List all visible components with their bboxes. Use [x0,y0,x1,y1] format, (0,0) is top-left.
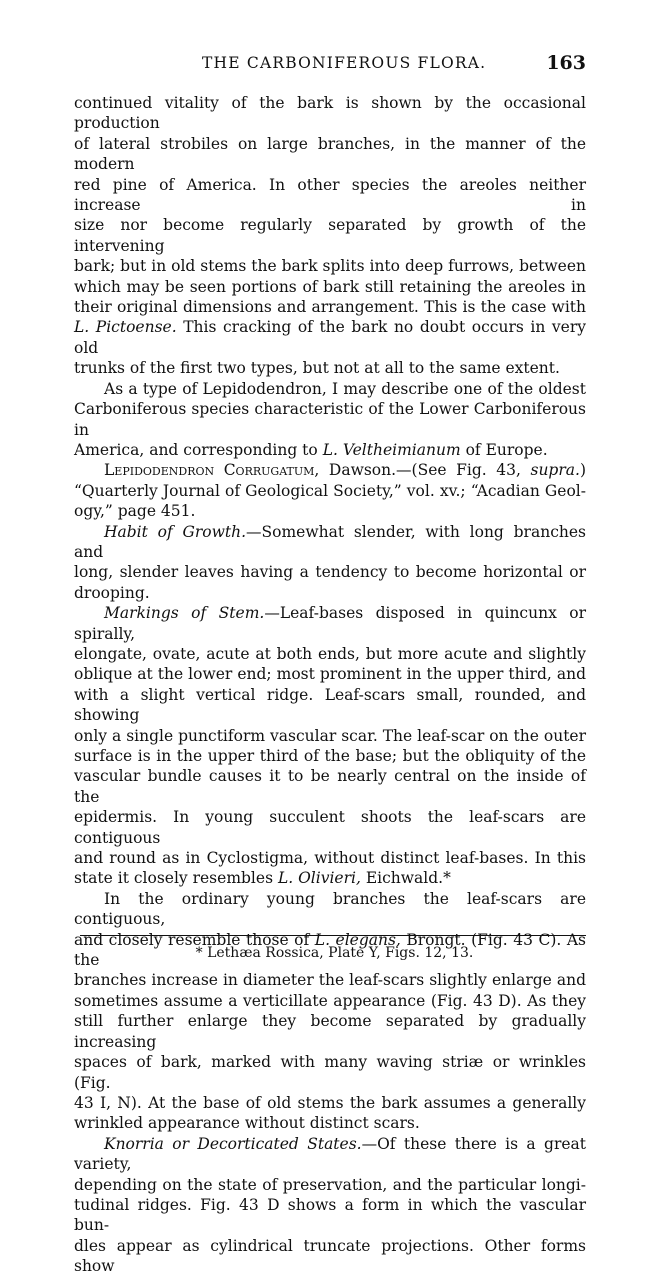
text-line: only a single punctiform vascular scar. The leaf-scar on the outer [74,726,586,745]
text-line: size nor become regularly separated by growth of the intervening [74,216,586,255]
text-line: which may be seen portions of bark still retaining the areoles in [74,277,586,296]
page-number: 163 [546,52,586,74]
text-line: red pine of America. In other species the areoles neither increase in [74,175,586,215]
text-line: drooping. [74,583,150,602]
text-line: wrinkled appearance without distinct scars. [74,1114,420,1133]
text-line: epidermis. In young succulent shoots the leaf-scars are contiguous [74,808,586,847]
text-line: of lateral strobiles on large branches, in the manner of the modern [74,134,586,174]
species-name: L. Pictoense. [74,318,177,337]
text-line: still further enlarge they become separated by gradually increasing [74,1012,586,1051]
text-line: tudinal ridges. Fig. 43 D shows a form in which the vascular bun- [74,1195,586,1235]
text-line: with a slight vertical ridge. Leaf-scars small, rounded, and showing [74,685,586,725]
text-line: dles appear as cylindrical truncate projections. Other forms show [74,1236,586,1276]
footnote-rule [80,935,586,936]
running-head: THE CARBONIFEROUS FLORA. [202,54,487,72]
text-line: depending on the state of preservation, and the particular longi- [74,1175,586,1194]
text-line: their original dimensions and arrangement. This is the case with [74,298,586,317]
section-heading: Markings of Stem. [104,604,265,623]
text-line: and closely resemble those of L. elegans, Brongt. (Fig. 43 C). As the [74,930,586,970]
text-line: “Quarterly Journal of Geological Society,” vol. xv.; “Acadian Geol- [74,481,586,500]
text-line: branches increase in diameter the leaf-scars slightly enlarge and [74,971,586,990]
text-line: 43 I, N). At the base of old stems the bark assumes a generally [74,1093,586,1112]
section-heading: Knorria or Decorticated States. [104,1134,362,1153]
species-name: L. Olivieri, [277,869,361,888]
text-line: America, and corresponding to L. Veltheimianum of Europe. [74,440,548,459]
section-heading: Habit of Growth. [104,522,247,541]
text-line: oblique at the lower end; most prominent in the upper third, and [74,665,586,684]
text-line: continued vitality of the bark is shown by the occasional production [74,94,586,133]
text-line: spaces of bark, marked with many waving striæ or wrinkles (Fig. [74,1053,586,1092]
text-line: In the ordinary young branches the leaf-scars are contiguous, [74,889,586,929]
text-line: bark; but in old stems the bark splits into deep furrows, between [74,257,586,276]
text-line: ogy,” page 451. [74,502,196,521]
text-line: trunks of the first two types, but not at all to the same extent. [74,359,560,378]
text-line: surface is in the upper third of the base; but the obliquity of the [74,747,586,765]
text-line: Habit of Growth.—Somewhat slender, with long branches and [74,522,586,561]
text-line: Carboniferous species characteristic of the Lower Carboniferous in [74,400,586,439]
text-line: vascular bundle causes it to be nearly central on the inside of the [74,767,586,806]
text-line: sometimes assume a verticillate appearance (Fig. 43 D). As they [74,991,586,1010]
text-line: elongate, ovate, acute at both ends, but more acute and slightly [74,644,586,663]
text-line: and round as in Cyclostigma, without distinct leaf-bases. In this [74,849,586,868]
species-name: L. Veltheimianum [322,440,461,459]
footnote: * Lethæa Rossica, Plate Y, Figs. 12, 13. [195,945,474,961]
text-line: long, slender leaves having a tendency to become horizontal or [74,563,586,582]
text-line: L. Pictoense. This cracking of the bark no doubt occurs in very old [74,318,586,357]
species-name: L. elegans, [314,930,401,949]
text-line: Markings of Stem.—Leaf-bases disposed in quincunx or spirally, [74,604,586,643]
body-text [74,93,586,1277]
text-line: Lepidodendron Corrugatum, Dawson.—(See Fig. 43, supra.) [104,461,586,480]
species-heading: Lepidodendron Corrugatum, [104,461,320,480]
text-line: Knorria or Decorticated States.—Of these there is a great variety, [74,1134,586,1174]
text-line: state it closely resembles L. Olivieri, Eichwald.* [74,869,451,888]
page-header [72,52,586,80]
text-line: As a type of Lepidodendron, I may describe one of the oldest [104,379,586,398]
